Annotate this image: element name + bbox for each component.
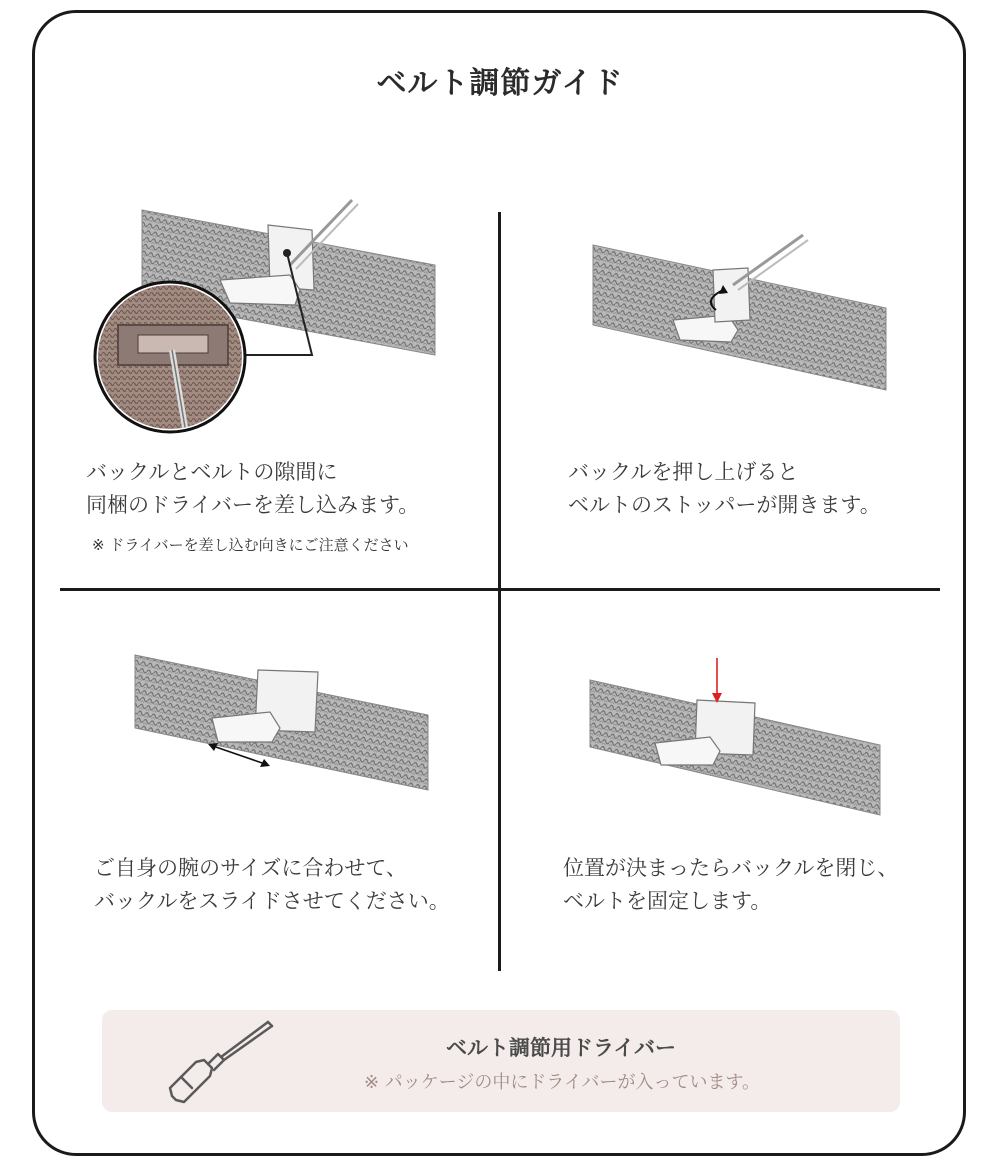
- step4-line-1: 位置が決まったらバックルを閉じ、: [563, 856, 899, 880]
- step2-line-1: バックルを押し上げると: [568, 460, 799, 484]
- divider-vertical-bottom: [498, 591, 501, 971]
- step1-illustration: [90, 195, 450, 440]
- step1-caption: [86, 456, 419, 522]
- step1-line-2: 同梱のドライバーを差し込みます。: [86, 493, 420, 517]
- step2-line-2: ベルトのストッパーが開きます。: [568, 493, 881, 517]
- divider-vertical-top: [498, 212, 501, 588]
- divider-horizontal: [60, 588, 940, 591]
- step3-caption: [94, 852, 450, 918]
- step4-illustration: [585, 655, 885, 820]
- page-title: ベルト調節ガイド: [376, 66, 624, 101]
- step4-line-2: ベルトを固定します。: [563, 889, 772, 913]
- step1-note: ※ ドライバーを差し込む向きにご注意ください: [92, 536, 409, 554]
- driver-info-note: ※ パッケージの中にドライバーが入っています。: [363, 1072, 761, 1093]
- driver-info-box: [102, 1010, 900, 1112]
- step4-caption: [563, 852, 898, 918]
- step2-caption: [568, 456, 881, 522]
- step1-line-1: バックルとベルトの隙間に: [86, 460, 338, 484]
- screwdriver-icon: [162, 1016, 282, 1108]
- step3-illustration: [130, 650, 435, 800]
- driver-info-title: ベルト調節用ドライバー: [446, 1036, 676, 1060]
- step2-illustration: [588, 230, 898, 400]
- step3-line-1: ご自身の腕のサイズに合わせて、: [94, 856, 407, 880]
- step3-line-2: バックルをスライドさせてください。: [94, 889, 450, 913]
